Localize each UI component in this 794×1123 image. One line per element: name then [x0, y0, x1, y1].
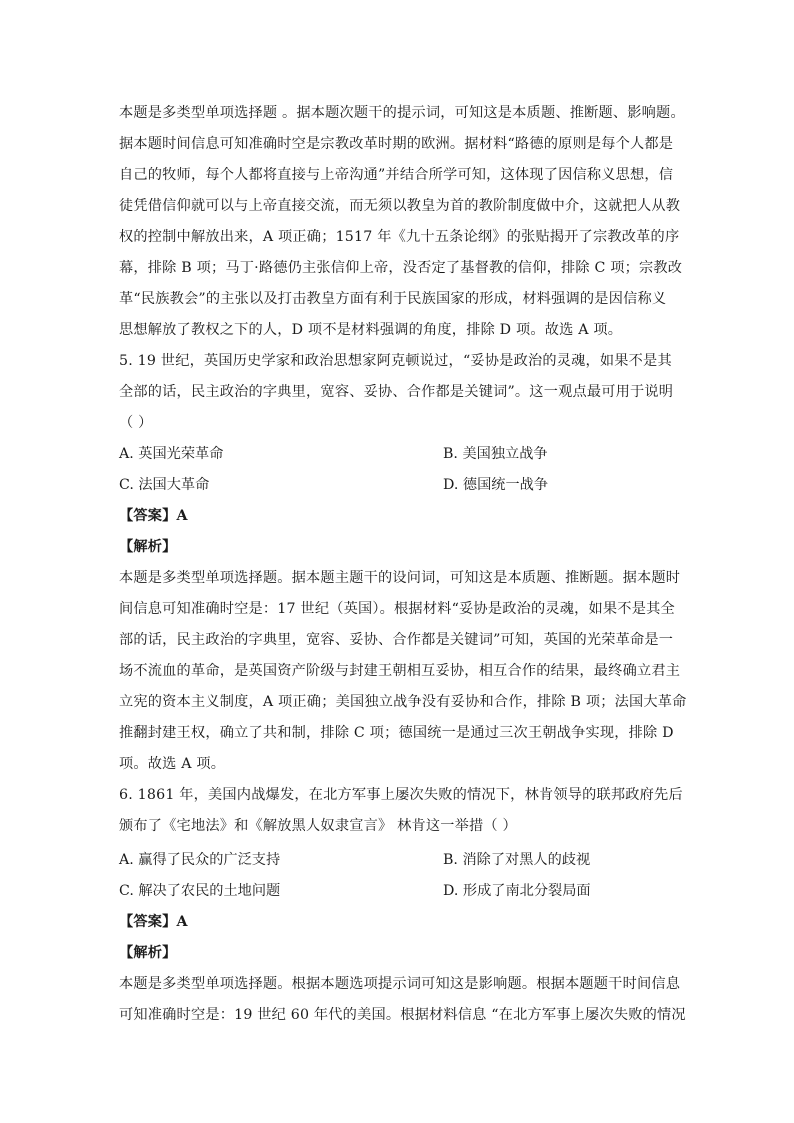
q6-analysis-line: 可知准确时空是：19 世纪 60 年代的美国。根据材料信息 “在北方军事上屡次失败的情况 — [119, 1007, 686, 1023]
analysis-line: 据本题时间信息可知准确时空是宗教改革时期的欧洲。据材料“路德的原则是每个人都是 — [119, 136, 674, 152]
q5-option-b: B. 美国独立战争 — [443, 446, 548, 462]
q6-stem-line: 6. 1861 年，美国内战爆发，在北方军事上屡次失败的情况下，林肯领导的联邦政府先后 — [119, 787, 683, 803]
q5-option-a: A. 英国光荣革命 — [119, 446, 224, 462]
analysis-line: 幕，排除 B 项；马丁·路德仍主张信仰上帝，没否定了基督教的信仰，排除 C 项；宗教改 — [119, 260, 683, 276]
q5-analysis-line: 项。故选 A 项。 — [119, 756, 226, 772]
analysis-line: 思想解放了教权之下的人，D 项不是材料强调的角度，排除 D 项。故选 A 项。 — [119, 322, 623, 338]
q6-analysis-label: 【解析】 — [119, 945, 177, 961]
q6-option-d: D. 形成了南北分裂局面 — [443, 883, 591, 899]
q6-answer: 【答案】A — [119, 914, 188, 930]
q5-option-d: D. 德国统一战争 — [443, 477, 549, 493]
q5-stem-line: 全部的话，民主政治的字典里，宽容、妥协、合作都是关键词”。这一观点最可用于说明 — [119, 384, 674, 400]
q5-answer: 【答案】A — [119, 508, 188, 524]
q5-analysis-line: 推翻封建王权，确立了共和制，排除 C 项；德国统一是通过三次王朝战争实现，排除 D — [119, 725, 674, 741]
analysis-line: 本题是多类型单项选择题 。据本题次题干的提示词，可知这是本质题、推断题、影响题。 — [119, 105, 685, 121]
analysis-line: 徒凭借信仰就可以与上帝直接交流，而无须以教皇为首的教阶制度做中介，这就把人从教 — [119, 198, 681, 214]
q6-option-b: B. 消除了对黑人的歧视 — [443, 852, 591, 868]
q5-analysis-line: 场不流血的革命，是英国资产阶级与封建王朝相互妥协，相互合作的结果，最终确立君主 — [119, 663, 681, 679]
q5-analysis-line: 部的话，民主政治的字典里，宽容、妥协、合作都是关键词”可知，英国的光荣革命是一 — [119, 632, 674, 648]
q5-analysis-line: 本题是多类型单项选择题。据本题主题干的设问词，可知这是本质题、推断题。据本题时 — [119, 570, 681, 586]
q5-analysis-line: 间信息可知准确时空是：17 世纪（英国）。根据材料“妥协是政治的灵魂，如果不是其全 — [119, 601, 675, 617]
q5-stem-line: 5. 19 世纪，英国历史学家和政治思想家阿克顿说过，“妥协是政治的灵魂，如果不是其 — [119, 353, 672, 369]
analysis-line: 权的控制中解放出来，A 项正确；1517 年《九十五条论纲》的张贴揭开了宗教改革的序 — [119, 229, 680, 245]
q6-analysis-line: 本题是多类型单项选择题。根据本题选项提示词可知这是影响题。根据本题题干时间信息 — [119, 976, 681, 992]
analysis-line: 革“民族教会”的主张以及打击教皇方面有利于民族国家的形成，材料强调的是因信称义 — [119, 291, 667, 307]
q5-stem-line: （ ） — [119, 415, 153, 431]
q5-analysis-label: 【解析】 — [119, 539, 177, 555]
q5-analysis-line: 立宪的资本主义制度，A 项正确；美国独立战争没有妥协和合作，排除 B 项；法国大革命 — [119, 694, 687, 710]
q5-option-c: C. 法国大革命 — [119, 477, 210, 493]
q6-option-c: C. 解决了农民的土地问题 — [119, 883, 281, 899]
q6-stem-line: 颁布了《宅地法》和《解放黑人奴隶宣言》 林肯这一举措（ ） — [119, 818, 517, 834]
q6-option-a: A. 赢得了民众的广泛支持 — [119, 852, 281, 868]
analysis-line: 自己的牧师，每个人都将直接与上帝沟通”并结合所学可知，这体现了因信称义思想，信 — [119, 167, 674, 183]
